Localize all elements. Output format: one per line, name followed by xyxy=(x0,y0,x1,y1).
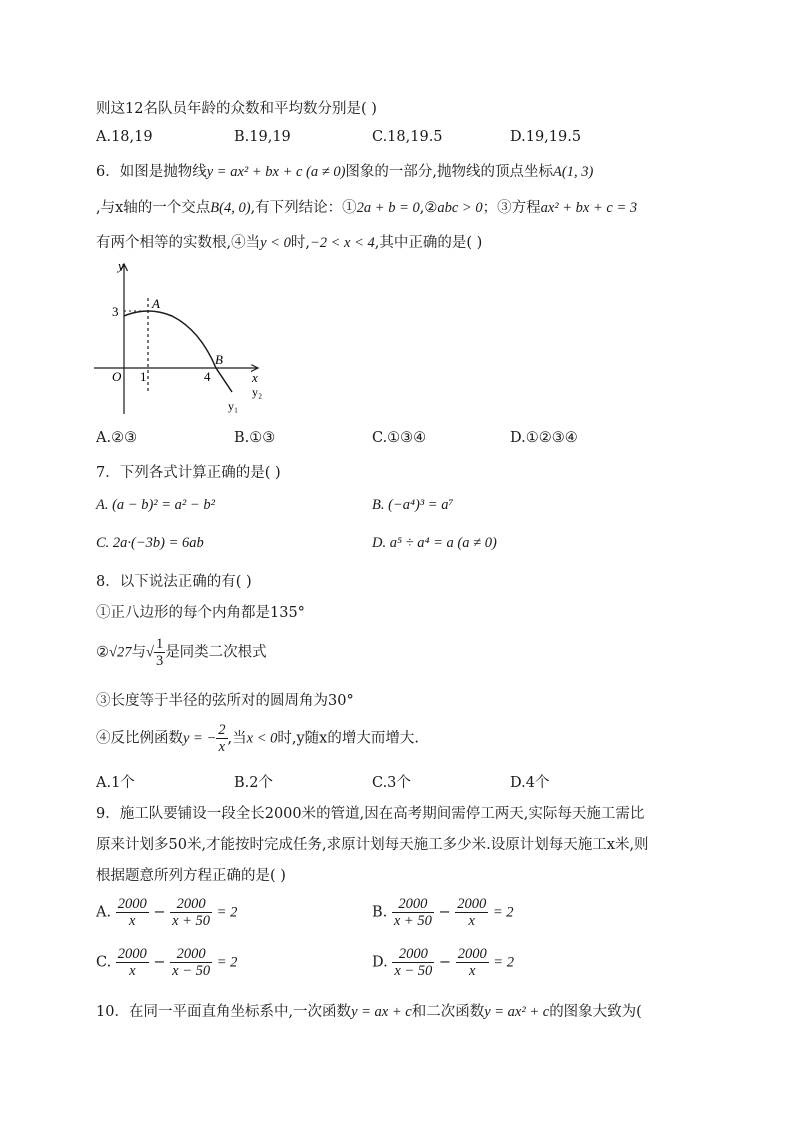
tick-y-3: 3 xyxy=(112,304,119,319)
tick-x-1: 1 xyxy=(140,369,147,384)
curve-label-y2: y₂ xyxy=(252,385,263,399)
q5-option-c: C.18,19.5 xyxy=(372,129,443,145)
q6-line-2: ,与x轴的一个交点B(4, 0),有下列结论：①2a + b = 0,②abc > 0；③方程ax² + bx + c = 3 xyxy=(96,200,638,216)
q5-option-d: D.19,19.5 xyxy=(510,129,582,145)
q6-line-1: 6．如图是抛物线y = ax² + bx + c (a ≠ 0)图象的一部分,抛物线的顶点坐标A(1, 3) xyxy=(96,164,594,180)
point-a-label: A xyxy=(152,296,160,311)
x-axis-label: x xyxy=(252,370,258,385)
q6-option-b: B.①③ xyxy=(234,430,276,446)
q8-option-d: D.4个 xyxy=(510,775,550,791)
q5-option-a: A.18,19 xyxy=(96,129,153,145)
q8-statement-3: ③长度等于半径的弦所对的圆周角为30° xyxy=(96,693,354,709)
q7-option-c: C. 2a·(−3b) = 6ab xyxy=(96,535,204,551)
parabola-figure xyxy=(92,258,272,420)
q6-option-d: D.①②③④ xyxy=(510,430,578,446)
q6-option-a: A.②③ xyxy=(96,430,138,446)
q8-option-a: A.1个 xyxy=(96,775,135,791)
q5-stem: 则这12名队员年龄的众数和平均数分别是( ) xyxy=(96,101,377,117)
q9-option-d: D. $\frac{2000}{x - 50}$ − $\frac{2000}{x}$ = 2 xyxy=(372,946,514,979)
q9-option-b: B. $\frac{2000}{x + 50}$ − $\frac{2000}{x}$ = 2 xyxy=(372,896,514,929)
q8-statement-1: ①正八边形的每个内角都是135° xyxy=(96,605,305,621)
q8-statement-2: ②√27与√ $\frac{1}{3}$ 是同类二次根式 xyxy=(96,636,267,669)
q6-option-c: C.①③④ xyxy=(372,430,427,446)
q7-option-b: B. (−a⁴)³ = a⁷ xyxy=(372,497,454,513)
q7-stem: 7．下列各式计算正确的是( ) xyxy=(96,465,281,481)
fraction-2-over-x: $\frac{2}{x}$ xyxy=(218,722,226,755)
q6-parabola-formula: y = ax² + bx + c (a ≠ 0) xyxy=(206,164,346,180)
q9-option-a: A. $\frac{2000}{x}$ − $\frac{2000}{x + 50}$ = 2 xyxy=(96,896,238,929)
q8-statement-4: ④反比例函数y = − $\frac{2}{x}$ ,当x < 0时,y随x的增大而增大. xyxy=(96,722,419,755)
curve-label-y1: y₁ xyxy=(228,399,239,413)
y-axis-label: y xyxy=(118,258,124,273)
point-b-label: B xyxy=(215,352,223,367)
root-27: √27 xyxy=(109,644,132,661)
q8-stem: 8．以下说法正确的有( ) xyxy=(96,574,252,590)
q9-option-c: C. $\frac{2000}{x}$ − $\frac{2000}{x - 50}$ = 2 xyxy=(96,946,238,979)
q7-option-a: A. (a − b)² = a² − b² xyxy=(96,497,215,513)
q9-line-3: 根据题意所列方程正确的是( ) xyxy=(96,868,286,884)
q7-option-d: D. a⁵ ÷ a⁴ = a (a ≠ 0) xyxy=(372,535,497,551)
tick-x-4: 4 xyxy=(204,369,211,384)
q9-line-1: 9．施工队要铺设一段全长2000米的管道,因在高考期间需停工两天,实际每天施工需比 xyxy=(96,806,645,822)
q6-vertex: A(1, 3) xyxy=(553,164,594,180)
q9-line-2: 原来计划多50米,才能按时完成任务,求原计划每天施工多少米.设原计划每天施工x米,则 xyxy=(96,837,649,853)
root-one-third: $\frac{1}{3}$ xyxy=(155,636,164,669)
q5-option-b: B.19,19 xyxy=(234,129,291,145)
q6-line-3: 有两个相等的实数根,④当y < 0时,−2 < x < 4,其中正确的是( ) xyxy=(96,235,483,251)
q8-option-b: B.2个 xyxy=(234,775,273,791)
q8-option-c: C.3个 xyxy=(372,775,411,791)
origin-label: O xyxy=(112,369,122,384)
q10-stem: 10．在同一平面直角坐标系中,一次函数y = ax + c和二次函数y = ax² + c的图象大致为( xyxy=(96,1004,642,1020)
